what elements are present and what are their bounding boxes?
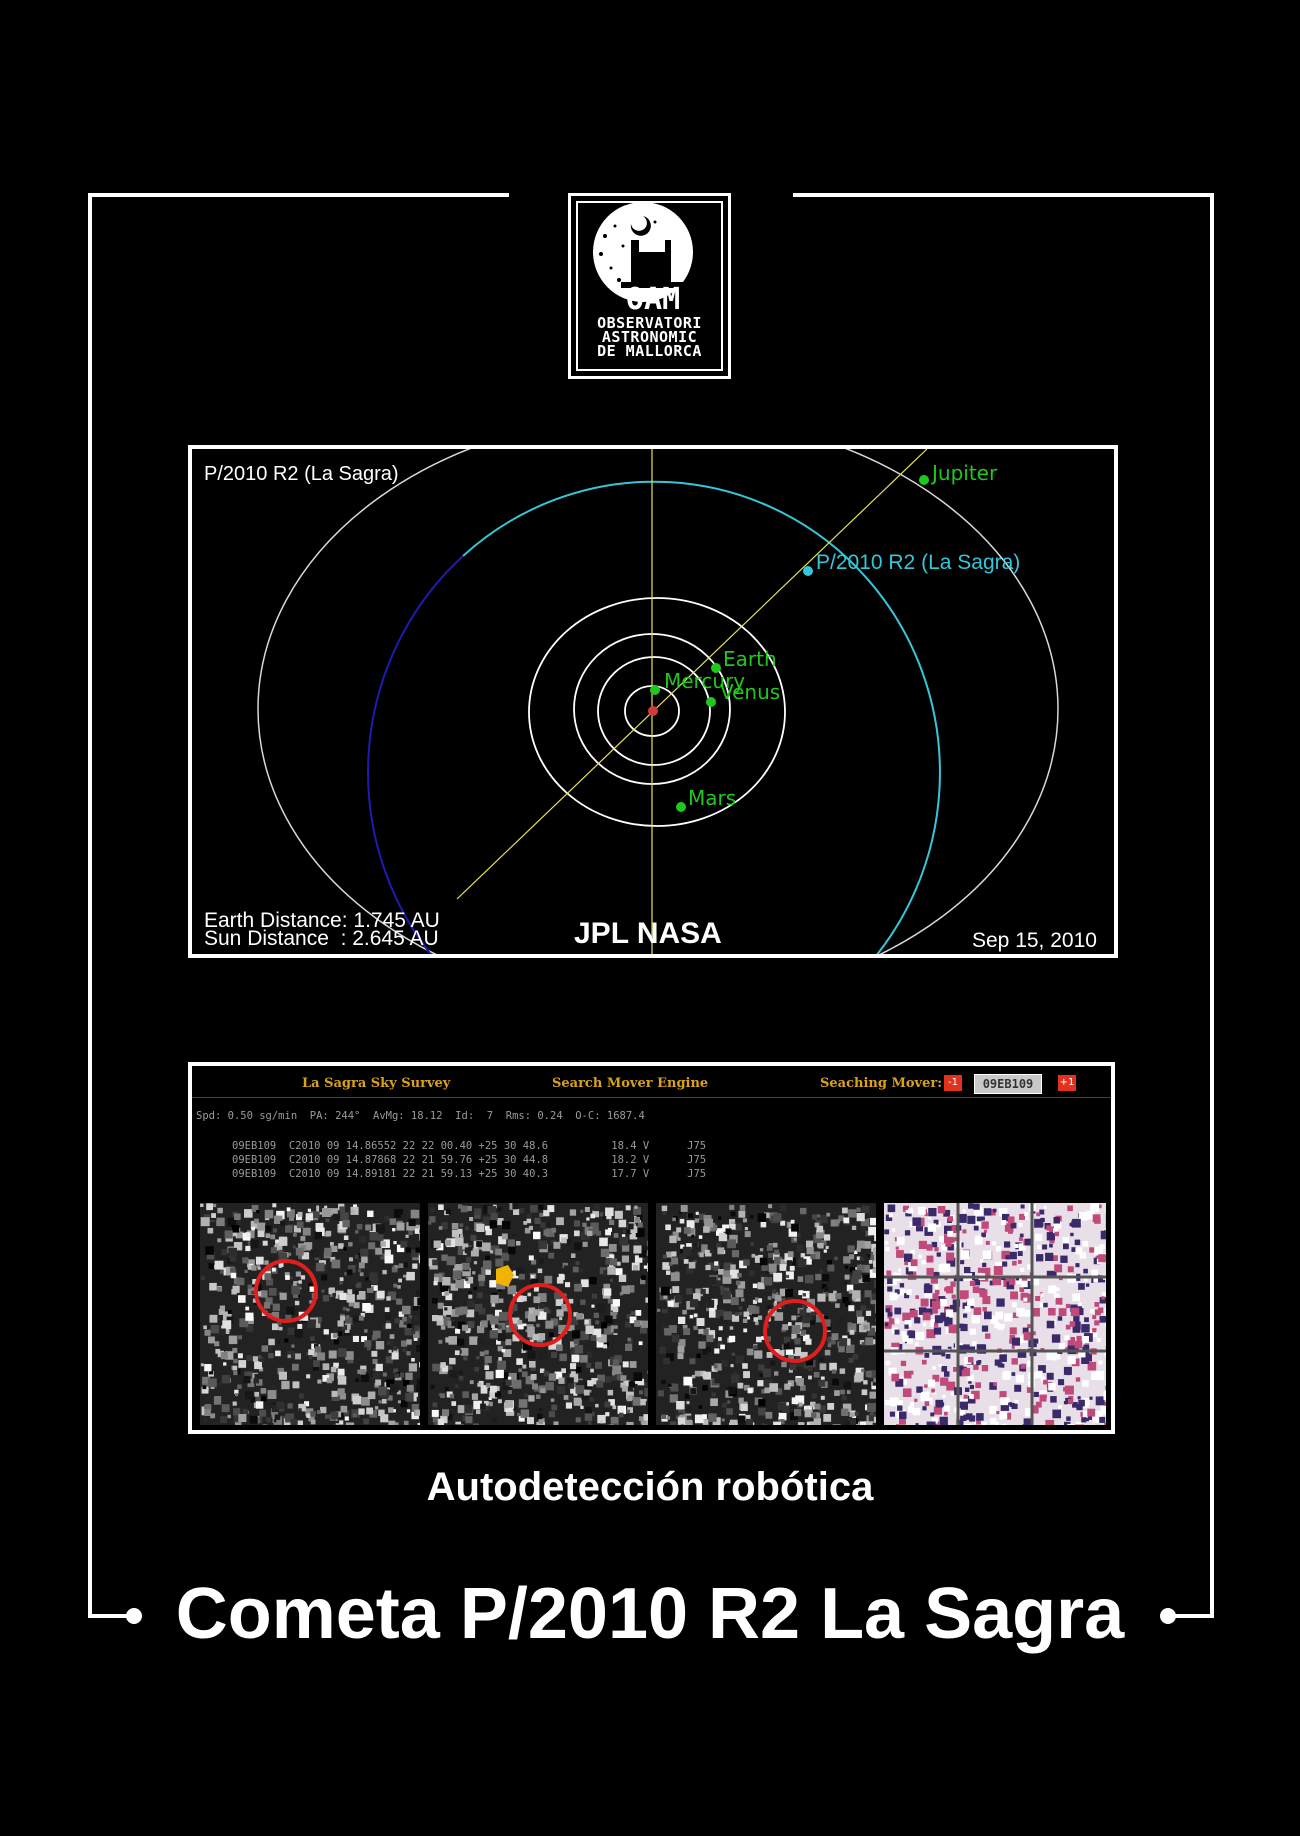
mover-panel <box>188 1062 1115 1434</box>
detection-frame-3 <box>656 1203 876 1425</box>
next-mover-button[interactable]: +1 <box>1058 1075 1076 1091</box>
frame-top-left <box>88 193 509 197</box>
prev-mover-button[interactable]: -1 <box>944 1075 962 1091</box>
mover-id-field[interactable]: 09EB109 <box>974 1074 1042 1094</box>
observation-row-2: 09EB109 C2010 09 14.87868 22 21 59.76 +25 30 44.8 18.2 V J75 <box>232 1154 707 1166</box>
seaching-label: Seaching Mover: <box>820 1076 942 1091</box>
sun-distance: Sun Distance : 2.645 AU <box>204 927 439 950</box>
jupiter-orbit <box>258 449 1058 954</box>
comet-dot <box>803 566 813 576</box>
mars-label: Mars <box>688 786 737 810</box>
mover-stats: Spd: 0.50 sg/min PA: 244° AvMg: 18.12 Id: 7 Rms: 0.24 O-C: 1687.4 <box>196 1110 645 1122</box>
object-label: P/2010 R2 (La Sagra) <box>204 463 399 485</box>
logo-line-2: ASTRONOMIC <box>601 328 698 346</box>
survey-label: La Sagra Sky Survey <box>302 1076 451 1091</box>
earth-distance: Earth Distance: 1.745 AU <box>204 909 440 932</box>
sun-icon <box>648 706 658 716</box>
orbit-diagram <box>188 445 1118 958</box>
logo-abbr: OAM <box>626 282 681 317</box>
caption: Autodetección robótica <box>426 1465 874 1509</box>
mercury-label: Mercury <box>664 669 746 693</box>
credit-label: JPL NASA <box>574 917 722 950</box>
frame-left <box>88 193 92 1618</box>
oam-logo <box>568 193 731 379</box>
page-title: Cometa P/2010 R2 La Sagra <box>175 1574 1125 1654</box>
frame-right <box>1210 193 1214 1618</box>
orbit-svg <box>192 449 1114 954</box>
logo-line-1: OBSERVATORI <box>597 314 702 332</box>
jupiter-dot <box>919 475 929 485</box>
date-label: Sep 15, 2010 <box>972 929 1097 952</box>
comet-label: P/2010 R2 (La Sagra) <box>816 551 1021 574</box>
jupiter-label: Jupiter <box>932 461 998 485</box>
logo-line-3: DE MALLORCA <box>597 342 702 360</box>
detection-frame-2 <box>428 1203 648 1425</box>
venus-label: Venus <box>720 680 781 704</box>
thumbnail-grid <box>884 1203 1106 1425</box>
observation-row-3: 09EB109 C2010 09 14.89181 22 21 59.13 +25 30 40.3 17.7 V J75 <box>232 1168 707 1180</box>
detection-frame-1 <box>200 1203 420 1425</box>
mars-dot <box>676 802 686 812</box>
frame-top-right <box>793 193 1214 197</box>
mercury-dot <box>650 685 660 695</box>
engine-label: Search Mover Engine <box>552 1076 709 1091</box>
header-divider <box>192 1097 1111 1098</box>
venus-dot <box>706 697 716 707</box>
logo-name <box>571 316 728 358</box>
earth-label: Earth <box>723 647 777 671</box>
observation-row-1: 09EB109 C2010 09 14.86552 22 22 00.40 +25 30 48.6 18.4 V J75 <box>232 1140 707 1152</box>
comet-orbit-far <box>368 556 845 954</box>
